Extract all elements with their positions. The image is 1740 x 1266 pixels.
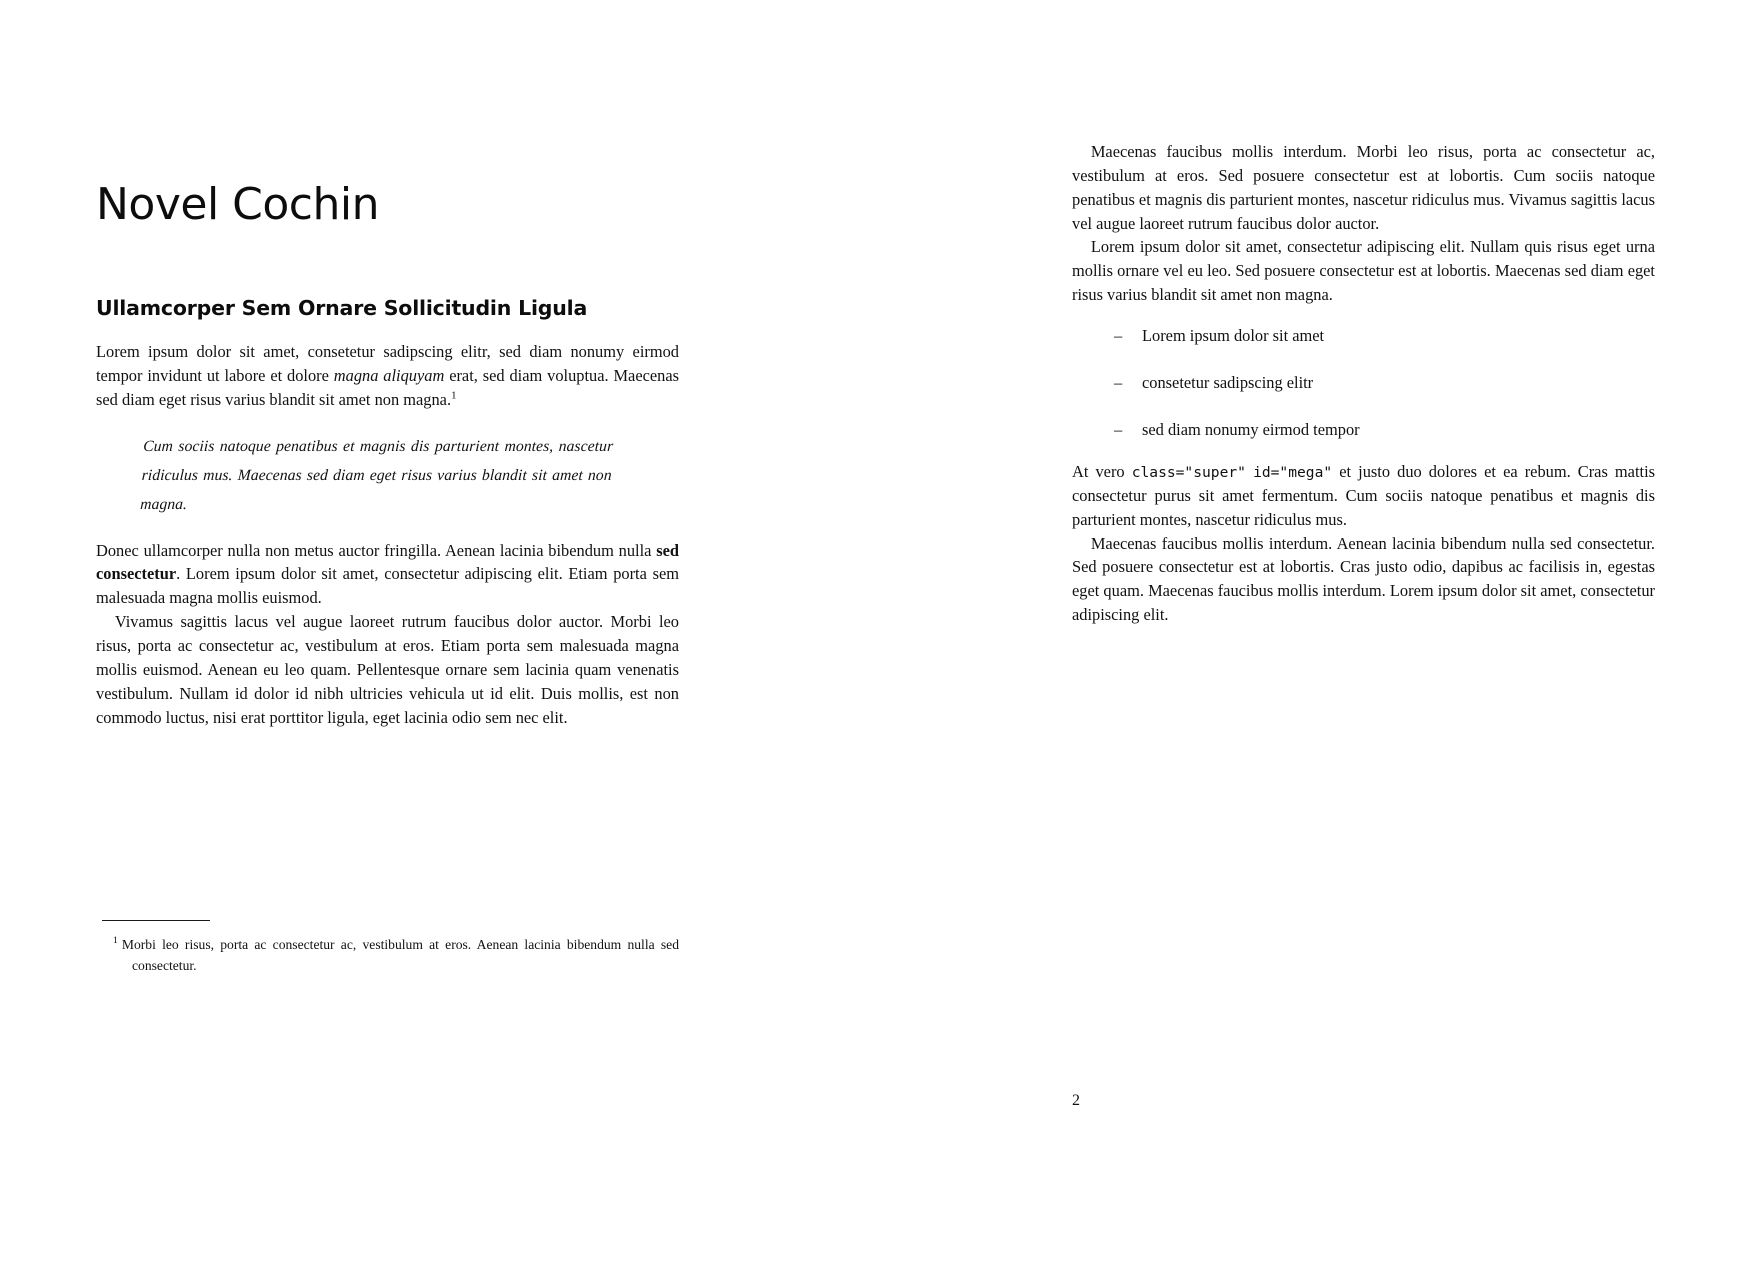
list-dash-icon: – (1114, 326, 1123, 346)
paragraph-intro-part2: erat, sed diam voluptua. Maecenas sed diam eget risus varius blandit sit amet non magna. (96, 365, 680, 409)
bullet-list (1072, 325, 1655, 442)
footnote-text: Morbi leo risus, porta ac consectetur ac, vestibulum at eros. Aenean lacinia bibendum nulla sed consectetur. (121, 937, 679, 973)
list-item (1114, 325, 1655, 348)
footnote-number: 1 (113, 935, 118, 947)
paragraph-donec-bold: sed consectetur (96, 540, 679, 584)
list-dash-icon: – (1114, 419, 1123, 439)
paragraph-maecenas-1: Maecenas faucibus mollis interdum. Morbi leo risus, porta ac consectetur ac, vestibulum at eros. Sed posuere consectetur est at lobortis. Cum sociis natoque penatibus et magnis dis parturient montes, nascetur ridiculus mus. Vivamus sagittis lacus vel augue laoreet rutrum faucibus dolor auctor. (1072, 142, 1655, 233)
list-item-label: consetetur sadipscing elitr (1142, 372, 1314, 392)
paragraph-vivamus: Vivamus sagittis lacus vel augue laoreet rutrum faucibus dolor auctor. Morbi leo risus, porta ac consectetur ac, vestibulum at eros. Etiam porta sem malesuada magna mollis euismod. Aenean eu leo quam. Pellentesque ornare sem lacinia quam venenatis vestibulum. Nullam id dolor id nibh ultricies vehicula ut id elit. Duis mollis, est non commodo luctus, nisi erat porttitor ligula, eget lacinia odio sem nec elit. (96, 612, 679, 727)
footnote-separator-rule (102, 920, 210, 921)
paragraph-maecenas-2: Maecenas faucibus mollis interdum. Aenean lacinia bibendum nulla sed consectetur. Sed posuere consectetur est at lobortis. Cras justo odio, dapibus ac facilisis in, egestas eget quam. Maecenas faucibus mollis interdum. Lorem ipsum dolor sit amet, consectetur adipiscing elit. (1072, 533, 1655, 625)
list-item (1114, 372, 1655, 395)
list-item-label: sed diam nonumy eirmod tempor (1142, 419, 1360, 439)
at-vero-part1: At vero (1072, 461, 1132, 481)
paragraph-at-vero (1072, 460, 1655, 532)
section-heading: Ullamcorper Sem Ornare Sollicitudin Ligula (96, 296, 588, 320)
at-vero-part3: et justo duo dolores et ea rebum. Cras mattis consectetur purus sit amet fermentum. Cum sociis natoque penatibus et magnis dis parturient montes, nascetur ridiculus mus. (1072, 461, 1655, 529)
right-column-body (1072, 140, 1655, 627)
code-span-id: id="mega" (1253, 463, 1333, 481)
paragraph-donec (96, 539, 679, 611)
paragraph-lorem: Lorem ipsum dolor sit amet, consectetur adipiscing elit. Nullam quis risus eget urna mollis ornare vel eu leo. Sed posuere consectetur est at lobortis. Maecenas sed diam eget risus varius blandit sit amet non magna. (1072, 237, 1655, 305)
list-item (1114, 419, 1655, 442)
left-column-body (96, 340, 679, 729)
paragraph-donec-part1: Donec ullamcorper nulla non metus auctor fringilla. Aenean lacinia bibendum nulla (96, 540, 657, 560)
list-item-label: Lorem ipsum dolor sit amet (1142, 326, 1325, 346)
list-dash-icon: – (1114, 372, 1123, 392)
paragraph-intro (96, 340, 679, 412)
footnote-reference-1[interactable]: 1 (451, 389, 457, 402)
at-vero-gap (1246, 462, 1253, 481)
paragraph-intro-italic: magna aliquyam (333, 365, 445, 385)
footnote-item (96, 935, 679, 976)
page-title: Novel Cochin (96, 179, 379, 230)
paragraph-intro-part1: Lorem ipsum dolor sit amet, consetetur sadipscing elitr, sed diam nonumy eirmod tempor invidunt ut labore et dolore (96, 342, 679, 385)
page-number: 2 (1072, 1092, 1080, 1109)
footnote-area (96, 920, 679, 976)
blockquote: Cum sociis natoque penatibus et magnis dis parturient montes, nascetur ridiculus mus. Maecenas sed diam eget risus varius blandit sit amet non magna. (139, 437, 614, 513)
code-span-class: class="super" (1131, 463, 1246, 481)
paragraph-donec-part2: . Lorem ipsum dolor sit amet, consectetur adipiscing elit. Etiam porta sem malesuada magna mollis euismod. (96, 564, 679, 608)
